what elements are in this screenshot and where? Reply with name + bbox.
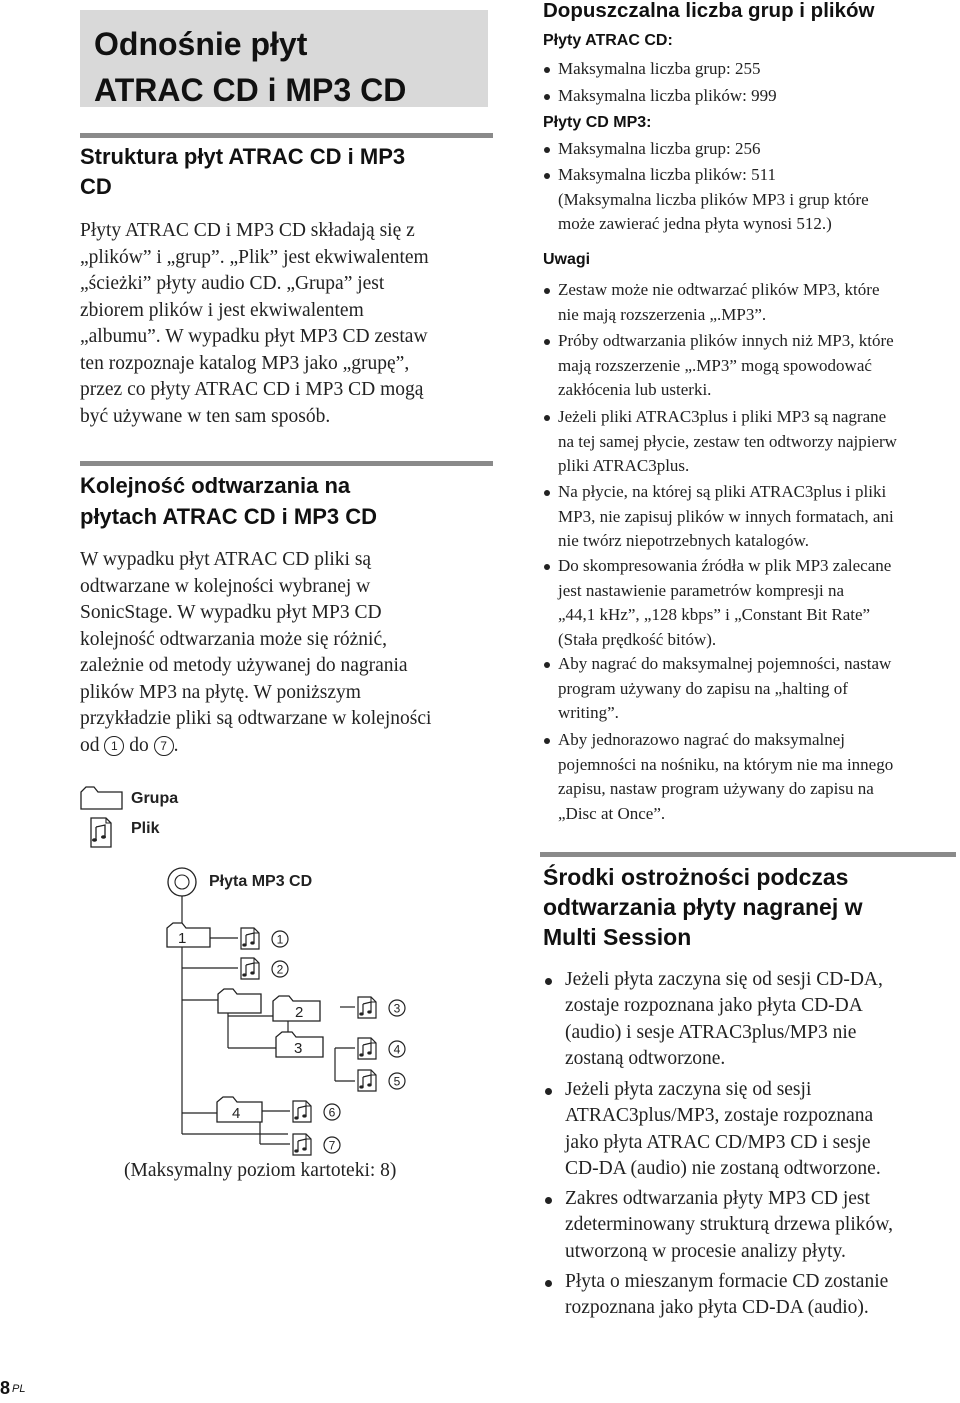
multisession-line: zdeterminowany strukturą drzewa plików, [565,1214,893,1236]
group-number: 1 [178,930,187,947]
bullet [545,1197,552,1204]
multisession-heading-line: Multi Session [543,924,692,950]
text-fragment: . [173,735,179,756]
circled-number-icon: 1 [104,736,124,756]
page-suffix: PL [12,1383,26,1395]
folder-icon [167,923,210,947]
music-file-icon [358,1038,376,1059]
limit-item: Maksymalna liczba plików: 999 [558,86,777,105]
bullet [544,564,550,570]
cd-disc-icon [168,868,196,896]
multisession-line: rozpoznana jako płyta CD-DA (audio). [565,1297,869,1319]
bullet [544,67,550,73]
limits-heading: Dopuszczalna liczba grup i plików [543,0,875,22]
notes-heading: Uwagi [543,251,591,268]
paragraph-line: kolejność odtwarzania może się różnić, [80,629,388,650]
section-divider [540,852,956,857]
limit-item: Maksymalna liczba plików: 511 [558,165,776,184]
page-title-line1: Odnośnie płyt [94,26,308,62]
note-line: Próby odtwarzania plików innych niż MP3, które [558,331,894,350]
music-file-icon [91,818,111,847]
section-divider [80,133,493,138]
note-line: zakłócenia lub usterki. [558,380,712,399]
atrac-label: Płyty ATRAC CD: [543,32,673,49]
note-line: „44,1 kHz”, „128 kbps” i „Constant Bit Rate” [558,605,871,624]
note-line: Aby jednorazowo nagrać do maksymalnej [558,730,846,749]
bullet [545,1280,552,1287]
file-number: 4 [393,1042,401,1057]
paragraph-line: W wypadku płyt ATRAC CD pliki są [80,549,372,570]
note-line: Aby nagrać do maksymalnej pojemności, nastaw [558,654,892,673]
multisession-line: utworzoną w procesie analizy płyty. [565,1240,846,1262]
paragraph-line: być używane w ten sam sposób. [80,406,331,427]
text-fragment: od [80,735,100,756]
file-number: 6 [328,1105,336,1120]
limit-note: (Maksymalna liczba plików MP3 i grup które [558,190,869,209]
multisession-line: zostaje rozpoznana jako płyta CD-DA [565,995,863,1017]
paragraph-line: odtwarzane w kolejności wybranej w [80,576,371,597]
paragraph-line: „plików” i „grup”. „Plik” jest ekwiwalentem [80,247,429,268]
note-line: Zestaw może nie odtwarzać plików MP3, które [558,280,880,299]
section-heading-structure-line1: Struktura płyt ATRAC CD i MP3 [80,144,406,169]
multisession-line: Zakres odtwarzania płyty MP3 CD jest [565,1188,870,1209]
multisession-heading-line: Środki ostrożności podczas [543,864,849,890]
bullet [544,490,550,496]
note-line: Do skompresowania źródła w plik MP3 zalecane [558,556,892,575]
paragraph-line: zależnie od metody używanej do nagrania [80,655,408,676]
file-number: 3 [393,1001,401,1016]
page-title-line2: ATRAC CD i MP3 CD [94,72,407,108]
note-line: pojemności na nośniku, na którym nie ma innego [558,754,894,774]
section-heading-order-line1: Kolejność odtwarzania na [80,473,351,498]
paragraph-line: Płyty ATRAC CD i MP3 CD składają się z [80,220,415,241]
multisession-line: (audio) i sesje ATRAC3plus/MP3 nie [565,1021,857,1043]
music-file-icon [293,1134,311,1155]
multisession-line: Płyta o mieszanym formacie CD zostanie [565,1271,889,1292]
note-line: nie mają rozszerzenia „.MP3”. [558,304,767,324]
paragraph-line: „ścieżki” płyty audio CD. „Grupa” jest [80,273,385,294]
note-line: zapisu, nastaw program używany do zapisu na [558,779,874,798]
file-number: 1 [276,932,284,947]
bullet [544,173,550,179]
paragraph-line: zbiorem plików i jest ekwiwalentem [80,300,364,321]
legend-group-label: Grupa [131,790,179,807]
legend-icons [78,785,128,849]
note-line: na tej samej płycie, zestaw ten odtworzy najpierw [558,431,897,451]
diagram-caption: (Maksymalny poziom kartoteki: 8) [124,1160,397,1181]
bullet [544,339,550,345]
limit-item: Maksymalna liczba grup: 255 [558,59,761,78]
folder-tree-diagram [150,855,450,1160]
section-heading-order-line2: płytach ATRAC CD i MP3 CD [80,504,378,529]
note-line: program używany do zapisu na „halting of [558,678,848,698]
bullet [544,415,550,421]
disc-label: Płyta MP3 CD [209,873,313,890]
page-number: 8 [0,1378,11,1398]
note-line: jest nastawienie parametrów kompresji na [558,580,845,600]
paragraph-line: SonicStage. W wypadku płyt MP3 CD [80,602,382,623]
note-line: Na płycie, na której są pliki ATRAC3plus i pliki [558,482,887,501]
paragraph-line-last [80,733,179,760]
folder-icon [218,989,261,1013]
section-divider [80,461,493,466]
bullet [544,147,550,153]
note-line: MP3, nie zapisuj plików w innych formatach, ani [558,506,894,526]
multisession-heading-line: odtwarzania płyty nagranej w [543,894,863,920]
note-line: mają rozszerzenie „.MP3” mogą spowodować [558,355,872,375]
paragraph-line: przykładzie pliki są odtwarzane w kolejności [80,708,432,729]
music-file-icon [241,958,259,979]
multisession-line: Jeżeli płyta zaczyna się od sesji [565,1079,812,1100]
group-number: 4 [232,1105,241,1122]
note-line: (Stała prędkość bitów). [558,629,717,649]
page-title-box [80,10,488,107]
multisession-line: CD-DA (audio) nie zostaną odtworzone. [565,1157,881,1179]
music-file-icon [358,1070,376,1091]
note-line: pliki ATRAC3plus. [558,456,690,475]
paragraph-line: ten rozpoznaje katalog MP3 jako „grupę”, [80,353,410,374]
legend-file-label: Plik [131,820,160,837]
note-line: „Disc at Once”. [558,803,666,823]
note-line: writing”. [558,703,619,722]
bullet [544,662,550,668]
limit-note: może zawierać jedna płyta wynosi 512.) [558,214,832,233]
section-heading-structure-line2: CD [80,174,112,199]
multisession-line: Jeżeli płyta zaczyna się od sesji CD-DA, [565,969,883,990]
bullet [544,738,550,744]
file-number: 7 [328,1138,336,1153]
music-file-icon [241,928,259,949]
music-file-icon [358,997,376,1018]
group-number: 3 [294,1040,303,1057]
note-line: Jeżeli pliki ATRAC3plus i pliki MP3 są nagrane [558,407,887,426]
paragraph-line: „albumu”. W wypadku płyt MP3 CD zestaw [80,326,428,347]
file-number: 5 [393,1074,401,1089]
multisession-line: jako płyta ATRAC CD/MP3 CD i sesje [565,1131,871,1153]
bullet [545,978,552,985]
paragraph-line: przez co płyty ATRAC CD i MP3 CD mogą [80,379,424,400]
circled-number-icon: 7 [154,736,174,756]
bullet [544,288,550,294]
limit-item: Maksymalna liczba grup: 256 [558,139,761,158]
multisession-line: zostaną odtworzone. [565,1047,726,1069]
note-line: nie twórz niepotrzebnych katalogów. [558,531,809,550]
group-number: 2 [295,1004,304,1021]
bullet [545,1088,552,1095]
text-fragment: do [129,735,149,756]
file-number: 2 [276,962,284,977]
folder-icon [81,787,122,809]
paragraph-line: plików MP3 na płytę. W poniższym [80,682,361,703]
mp3-label: Płyty CD MP3: [543,114,652,131]
music-file-icon [293,1101,311,1122]
multisession-line: ATRAC3plus/MP3, zostaje rozpoznana [565,1105,874,1127]
bullet [544,94,550,100]
